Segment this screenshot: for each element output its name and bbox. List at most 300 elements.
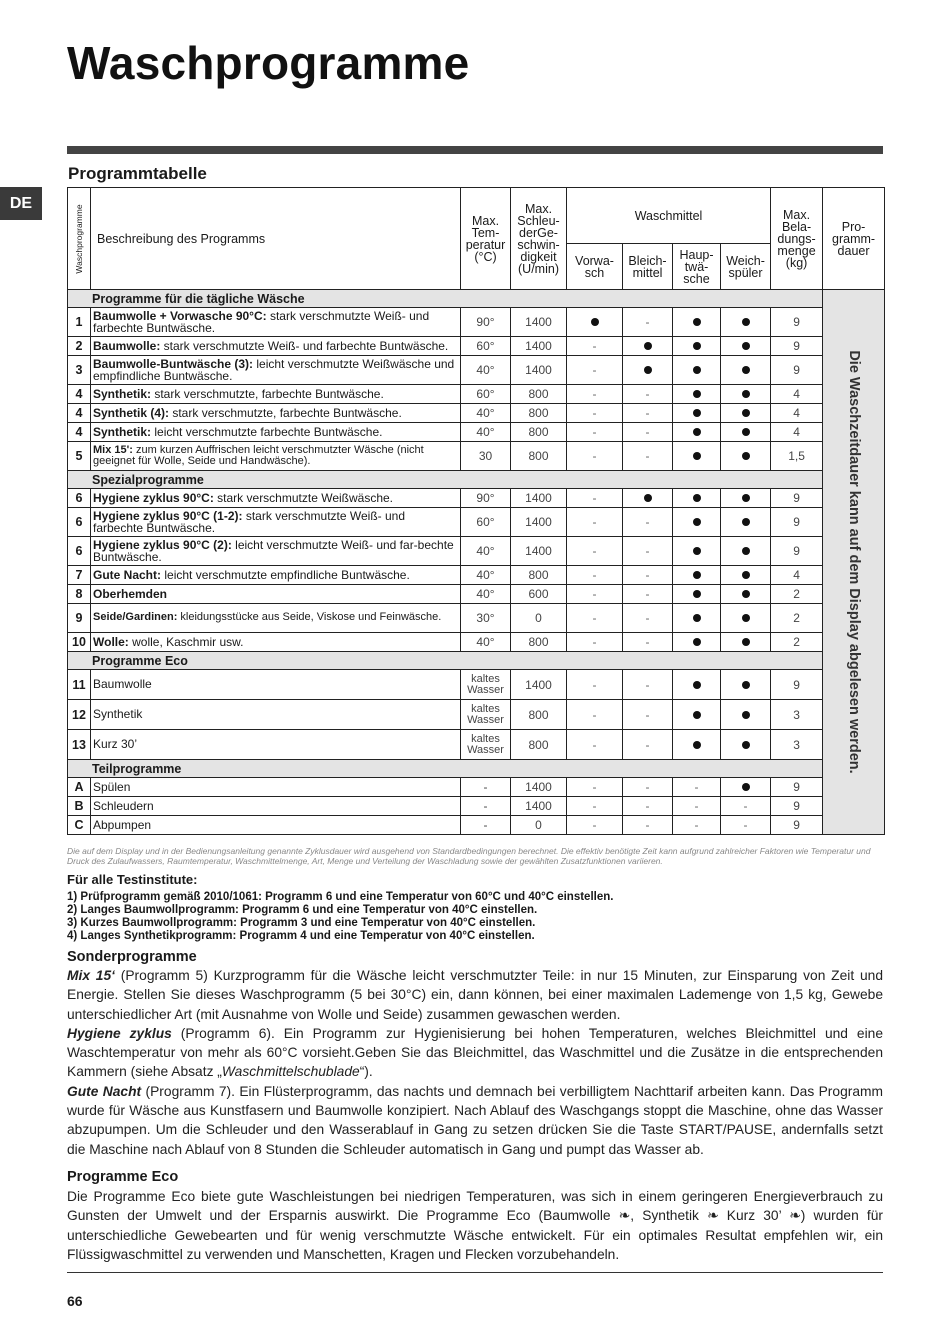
program-name: Synthetik (4): — [93, 405, 170, 420]
program-text: wolle, Kaschmir usw. — [128, 634, 244, 649]
table-row — [68, 816, 885, 835]
hygiene-name: Hygiene zyklus — [67, 1025, 172, 1041]
program-text: Kurz 30’ — [93, 737, 138, 752]
filled-dot-icon — [742, 638, 750, 646]
title-rule — [67, 146, 883, 154]
max-load: 9 — [771, 778, 823, 797]
dash-mark: - — [743, 799, 748, 813]
bleach-mark — [623, 385, 673, 404]
max-load: 9 — [771, 508, 823, 537]
bleach-mark — [623, 489, 673, 508]
dash-mark: - — [645, 515, 650, 529]
col-header-load: Max. Bela-dungs-menge (kg) — [771, 188, 823, 290]
page-number: 66 — [67, 1293, 83, 1309]
filled-dot-icon — [742, 590, 750, 598]
max-spin: 1400 — [511, 537, 567, 566]
program-number: B — [68, 797, 91, 816]
filled-dot-icon — [693, 614, 701, 622]
eco-programs-title: Programme Eco — [67, 1169, 179, 1185]
max-spin: 1400 — [511, 356, 567, 385]
test-item: 2) Langes Baumwollprogramm: Programm 6 und eine Temperatur von 40°C einstellen. — [67, 904, 538, 916]
max-load: 2 — [771, 633, 823, 652]
filled-dot-icon — [693, 428, 701, 436]
max-load: 9 — [771, 797, 823, 816]
max-load: 2 — [771, 585, 823, 604]
col-header-description: Beschreibung des Programms — [91, 188, 461, 290]
max-spin: 1400 — [511, 508, 567, 537]
filled-dot-icon — [742, 571, 750, 579]
program-name: Oberhemden — [93, 586, 168, 601]
table-row — [68, 442, 885, 471]
bleach-mark — [623, 404, 673, 423]
dash-mark: - — [645, 737, 650, 752]
filled-dot-icon — [742, 783, 750, 791]
program-text: Synthetik — [93, 707, 143, 722]
table-row — [68, 356, 885, 385]
program-description — [91, 604, 461, 633]
filled-dot-icon — [742, 452, 750, 460]
bleach-mark — [623, 585, 673, 604]
dash-mark: - — [592, 544, 597, 558]
col-header-detergent: Waschmittel — [567, 188, 771, 244]
hygiene-italic: Waschmittelschublade — [221, 1064, 360, 1080]
bleach-mark — [623, 797, 673, 816]
main-wash-mark — [673, 489, 721, 508]
max-load: 4 — [771, 423, 823, 442]
main-wash-mark — [673, 816, 721, 835]
table-row — [68, 797, 885, 816]
filled-dot-icon — [742, 390, 750, 398]
max-temperature: kaltes Wasser — [461, 700, 511, 730]
bleach-mark — [623, 778, 673, 797]
dash-mark: - — [645, 799, 650, 813]
max-temperature: 60° — [461, 385, 511, 404]
program-name: Gute Nacht: — [93, 567, 162, 582]
program-number: 4 — [68, 423, 91, 442]
prewash-mark — [567, 404, 623, 423]
filled-dot-icon — [693, 681, 701, 689]
hygiene-end: “). — [359, 1064, 373, 1080]
max-spin: 800 — [511, 566, 567, 585]
mix-name: Mix 15‘ — [67, 968, 115, 983]
dash-mark: - — [694, 799, 699, 813]
filled-dot-icon — [693, 318, 701, 326]
test-item: 4) Langes Synthetikprogramm: Programm 4 und eine Temperatur von 40°C einstellen. — [67, 930, 535, 942]
max-temperature: - — [461, 797, 511, 816]
program-description — [91, 385, 461, 404]
program-text: kleidungsstücke aus Seide, Viskose und Feinwäsche. — [177, 611, 442, 624]
program-description — [91, 778, 461, 797]
test-institutes-list — [67, 891, 867, 943]
dash-mark: - — [645, 611, 650, 625]
softener-mark — [721, 778, 771, 797]
program-text: Abpumpen — [93, 817, 152, 832]
main-wash-mark — [673, 508, 721, 537]
max-temperature: 40° — [461, 537, 511, 566]
filled-dot-icon — [742, 409, 750, 417]
table-row — [68, 778, 885, 797]
softener-mark — [721, 442, 771, 471]
dash-mark: - — [592, 449, 597, 463]
filled-dot-icon — [693, 409, 701, 417]
main-wash-mark — [673, 566, 721, 585]
col-header-softener: Weich-spüler — [721, 244, 771, 290]
group-header-row — [68, 760, 885, 778]
test-item: 1) Prüfprogramm gemäß 2010/1061: Programm 6 und eine Temperatur von 60°C und 40°C einstellen. — [67, 891, 614, 903]
program-description — [91, 730, 461, 760]
dash-mark: - — [592, 818, 597, 832]
col-header-program: Waschprogramme — [68, 188, 91, 290]
dash-mark: - — [645, 425, 650, 439]
filled-dot-icon — [742, 547, 750, 555]
program-description — [91, 404, 461, 423]
softener-mark — [721, 508, 771, 537]
max-load: 4 — [771, 404, 823, 423]
max-load: 9 — [771, 489, 823, 508]
softener-mark — [721, 604, 771, 633]
max-spin: 800 — [511, 423, 567, 442]
main-wash-mark — [673, 537, 721, 566]
prewash-mark — [567, 730, 623, 760]
eco-programs-text: Die Programme Eco biete gute Waschleistungen bei niedrigen Temperaturen, was sich in einem geringeren Energieverbrauch zu Gunsten der Umwelt und der Ersparnis auswirkt. Die Programme Eco (Baumwolle ❧, Synthetik ❧ Kurz 30’ ❧) wurden für unterschiedliche Gewebearten und für wenig verschmutzte Wäsche entwickelt. Für ein optimales Resultat empfehlen wir, ein Flüssigwaschmittel zu verwenden und Manschetten, Kragen und Flecken vorzubehandeln. — [67, 1189, 883, 1262]
dash-mark: - — [592, 635, 597, 649]
filled-dot-icon — [742, 518, 750, 526]
filled-dot-icon — [644, 366, 652, 374]
filled-dot-icon — [693, 638, 701, 646]
softener-mark — [721, 700, 771, 730]
duration-note-cell — [823, 290, 885, 835]
group-header-row — [68, 290, 885, 308]
program-number: 3 — [68, 356, 91, 385]
softener-mark — [721, 585, 771, 604]
program-number: 5 — [68, 442, 91, 471]
mix-text: (Programm 5) Kurzprogramm für die Wäsche leicht verschmutzter Teile: in nur 15 Minuten, zur Einsparung von Zeit und Energie. Stellen Sie dieses Waschprogramm (5 bei 30°C) ein, dann können, bei einer maximalen Lademenge von 1,5 kg, Gewebe unterschiedlicher Art (mit Ausnahme von Wolle und Seide) zusammen gewaschen werden. — [67, 968, 883, 1022]
max-spin: 0 — [511, 816, 567, 835]
group-header-row — [68, 471, 885, 489]
program-table-wrapper — [67, 187, 884, 835]
program-text: stark verschmutzte, farbechte Buntwäsche. — [151, 386, 384, 401]
table-row — [68, 670, 885, 700]
dash-mark: - — [592, 737, 597, 752]
max-load: 9 — [771, 337, 823, 356]
main-wash-mark — [673, 337, 721, 356]
program-description — [91, 489, 461, 508]
softener-mark — [721, 816, 771, 835]
main-wash-mark — [673, 797, 721, 816]
softener-mark — [721, 537, 771, 566]
group-label: Programme für die tägliche Wäsche — [68, 290, 823, 308]
softener-mark — [721, 356, 771, 385]
program-number: 10 — [68, 633, 91, 652]
program-description — [91, 508, 461, 537]
main-wash-mark — [673, 585, 721, 604]
program-number: 9 — [68, 604, 91, 633]
program-number: 13 — [68, 730, 91, 760]
group-label: Programme Eco — [68, 652, 823, 670]
softener-mark — [721, 633, 771, 652]
prewash-mark — [567, 585, 623, 604]
max-spin: 1400 — [511, 489, 567, 508]
prewash-mark — [567, 700, 623, 730]
filled-dot-icon — [693, 711, 701, 719]
max-load: 4 — [771, 566, 823, 585]
dash-mark: - — [645, 780, 650, 794]
prewash-mark — [567, 604, 623, 633]
max-spin: 800 — [511, 730, 567, 760]
special-programs-title: Sonderprogramme — [67, 949, 197, 965]
program-number: 1 — [68, 308, 91, 337]
max-load: 9 — [771, 670, 823, 700]
main-wash-mark — [673, 604, 721, 633]
filled-dot-icon — [693, 342, 701, 350]
bleach-mark — [623, 537, 673, 566]
filled-dot-icon — [644, 342, 652, 350]
table-row — [68, 585, 885, 604]
group-header-row — [68, 652, 885, 670]
program-table — [67, 187, 885, 835]
test-item: 3) Kurzes Baumwollprogramm: Programm 3 und eine Temperatur von 40°C einstellen. — [67, 917, 536, 929]
table-row — [68, 537, 885, 566]
table-footnote: Die auf dem Display und in der Bedienungsanleitung genannte Zyklusdauer wird ausgehend von Standardbedingungen berechnet. Die effektiv benötigte Zeit kann aufgrund zahlreicher Faktoren wie Temperatur und Druck des Zulaufwassers, Raumtemperatur, Waschmittelmenge, Art, Menge und Verteilung der Waschladung sowie der gewählten Zusatzfunktionen variieren. — [67, 846, 871, 866]
max-temperature: 40° — [461, 633, 511, 652]
prewash-mark — [567, 537, 623, 566]
dash-mark: - — [743, 818, 748, 832]
table-row — [68, 508, 885, 537]
program-description — [91, 633, 461, 652]
program-name: Baumwolle + Vorwasche 90°C: — [93, 308, 267, 323]
section-title: Programmtabelle — [68, 164, 207, 183]
program-text: leicht verschmutzte empfindliche Buntwäsche. — [161, 567, 410, 582]
program-description — [91, 670, 461, 700]
max-temperature: 30 — [461, 442, 511, 471]
prewash-mark — [567, 423, 623, 442]
program-name: Seide/Gardinen: — [93, 611, 178, 624]
dash-mark: - — [592, 568, 597, 582]
program-description — [91, 308, 461, 337]
program-name: Wolle: — [93, 634, 129, 649]
program-text: leicht verschmutzte Weißwäsche und empfindliche Buntwäsche. — [93, 356, 455, 383]
program-text: Schleudern — [93, 798, 154, 813]
program-name: Mix 15': — [93, 443, 133, 456]
bleach-mark — [623, 816, 673, 835]
prewash-mark — [567, 670, 623, 700]
dash-mark: - — [592, 677, 597, 692]
max-temperature: - — [461, 816, 511, 835]
bleach-mark — [623, 566, 673, 585]
dash-mark: - — [645, 406, 650, 420]
program-text: stark verschmutzte, farbechte Buntwäsche. — [169, 405, 402, 420]
dash-mark: - — [645, 449, 650, 463]
dash-mark: - — [592, 707, 597, 722]
table-row — [68, 566, 885, 585]
hygiene-text: (Programm 6). Ein Programm zur Hygienisierung bei hohen Temperaturen, welches Bleichmittel und eine Waschtemperatur von mehr als 60°C vorsieht.Geben Sie das Bleichmittel, das Waschmittel und die Zusätze in die entsprechenden Kammern (siehe Absatz „ — [67, 1025, 884, 1080]
filled-dot-icon — [693, 741, 701, 749]
max-load: 2 — [771, 604, 823, 633]
bleach-mark — [623, 442, 673, 471]
filled-dot-icon — [693, 547, 701, 555]
max-spin: 800 — [511, 633, 567, 652]
max-temperature: kaltes Wasser — [461, 670, 511, 700]
table-row — [68, 423, 885, 442]
col-header-prewash: Vorwa-sch — [567, 244, 623, 290]
filled-dot-icon — [644, 494, 652, 502]
softener-mark — [721, 797, 771, 816]
max-temperature: 60° — [461, 508, 511, 537]
max-temperature: 30° — [461, 604, 511, 633]
max-load: 4 — [771, 385, 823, 404]
group-label: Spezialprogramme — [68, 471, 823, 489]
program-text: leicht verschmutzte farbechte Buntwäsche. — [151, 424, 383, 439]
dash-mark: - — [592, 363, 597, 377]
filled-dot-icon — [742, 428, 750, 436]
softener-mark — [721, 489, 771, 508]
max-spin: 800 — [511, 404, 567, 423]
dash-mark: - — [694, 780, 699, 794]
filled-dot-icon — [742, 681, 750, 689]
softener-mark — [721, 337, 771, 356]
program-name: Synthetik: — [93, 424, 152, 439]
max-load: 9 — [771, 308, 823, 337]
group-label: Teilprogramme — [68, 760, 823, 778]
prewash-mark — [567, 778, 623, 797]
dash-mark: - — [592, 425, 597, 439]
max-spin: 1400 — [511, 670, 567, 700]
filled-dot-icon — [742, 711, 750, 719]
program-name: Hygiene zyklus 90°C: — [93, 490, 214, 505]
dash-mark: - — [592, 587, 597, 601]
dash-mark: - — [645, 587, 650, 601]
program-text: stark verschmutzte Weiß- und farbechte Buntwäsche. — [93, 308, 430, 335]
max-load: 1,5 — [771, 442, 823, 471]
dash-mark: - — [592, 406, 597, 420]
main-wash-mark — [673, 442, 721, 471]
max-spin: 0 — [511, 604, 567, 633]
dash-mark: - — [592, 515, 597, 529]
prewash-mark — [567, 566, 623, 585]
max-temperature: 90° — [461, 489, 511, 508]
max-spin: 1400 — [511, 797, 567, 816]
program-text: Spülen — [93, 779, 131, 794]
max-load: 3 — [771, 700, 823, 730]
main-wash-mark — [673, 385, 721, 404]
max-spin: 600 — [511, 585, 567, 604]
dash-mark: - — [645, 544, 650, 558]
program-text: stark verschmutzte Weiß- und farbechte Buntwäsche. — [93, 508, 406, 535]
max-load: 9 — [771, 816, 823, 835]
program-number: 6 — [68, 537, 91, 566]
prewash-mark — [567, 385, 623, 404]
table-row — [68, 700, 885, 730]
softener-mark — [721, 404, 771, 423]
program-number: 8 — [68, 585, 91, 604]
max-load: 9 — [771, 537, 823, 566]
program-number: 4 — [68, 385, 91, 404]
bleach-mark — [623, 356, 673, 385]
max-temperature: 40° — [461, 356, 511, 385]
table-row — [68, 730, 885, 760]
program-name: Baumwolle: — [93, 338, 161, 353]
prewash-mark — [567, 308, 623, 337]
filled-dot-icon — [742, 318, 750, 326]
dash-mark: - — [592, 799, 597, 813]
program-number: 11 — [68, 670, 91, 700]
program-number: 7 — [68, 566, 91, 585]
table-row — [68, 633, 885, 652]
main-wash-mark — [673, 308, 721, 337]
bleach-mark — [623, 670, 673, 700]
max-temperature: - — [461, 778, 511, 797]
filled-dot-icon — [742, 366, 750, 374]
program-text: stark verschmutzte Weiß- und farbechte Buntwäsche. — [160, 338, 449, 353]
main-wash-mark — [673, 670, 721, 700]
prewash-mark — [567, 356, 623, 385]
table-row — [68, 404, 885, 423]
program-number: 4 — [68, 404, 91, 423]
program-number: 2 — [68, 337, 91, 356]
table-row — [68, 308, 885, 337]
filled-dot-icon — [693, 590, 701, 598]
program-text: Baumwolle — [93, 677, 152, 692]
filled-dot-icon — [693, 452, 701, 460]
program-description — [91, 566, 461, 585]
main-wash-mark — [673, 633, 721, 652]
night-name: Gute Nacht — [67, 1083, 142, 1099]
max-temperature: 90° — [461, 308, 511, 337]
program-name: Synthetik: — [93, 386, 152, 401]
max-temperature: 40° — [461, 566, 511, 585]
program-table-body — [68, 290, 885, 835]
dash-mark: - — [592, 491, 597, 505]
max-spin: 1400 — [511, 778, 567, 797]
test-institutes-title: Für alle Testinstitute: — [67, 872, 198, 887]
filled-dot-icon — [742, 614, 750, 622]
program-description — [91, 337, 461, 356]
dash-mark: - — [645, 818, 650, 832]
softener-mark — [721, 566, 771, 585]
special-programs-text — [67, 966, 883, 1159]
program-number: C — [68, 816, 91, 835]
prewash-mark — [567, 816, 623, 835]
prewash-mark — [567, 337, 623, 356]
prewash-mark — [567, 508, 623, 537]
table-row — [68, 337, 885, 356]
max-spin: 1400 — [511, 308, 567, 337]
prewash-mark — [567, 489, 623, 508]
filled-dot-icon — [742, 741, 750, 749]
bleach-mark — [623, 700, 673, 730]
prewash-mark — [567, 442, 623, 471]
max-temperature: 40° — [461, 404, 511, 423]
program-number: 6 — [68, 489, 91, 508]
main-wash-mark — [673, 423, 721, 442]
dash-mark: - — [694, 818, 699, 832]
program-description — [91, 816, 461, 835]
filled-dot-icon — [742, 494, 750, 502]
filled-dot-icon — [693, 494, 701, 502]
bottom-rule — [67, 1272, 883, 1273]
page-title: Waschprogramme — [67, 37, 470, 89]
program-number: A — [68, 778, 91, 797]
filled-dot-icon — [591, 318, 599, 326]
dash-mark: - — [645, 568, 650, 582]
softener-mark — [721, 308, 771, 337]
softener-mark — [721, 670, 771, 700]
max-spin: 800 — [511, 700, 567, 730]
main-wash-mark — [673, 730, 721, 760]
max-load: 9 — [771, 356, 823, 385]
softener-mark — [721, 385, 771, 404]
program-text: leicht verschmutzte Weiß- und far-bechte Buntwäsche. — [93, 537, 454, 564]
